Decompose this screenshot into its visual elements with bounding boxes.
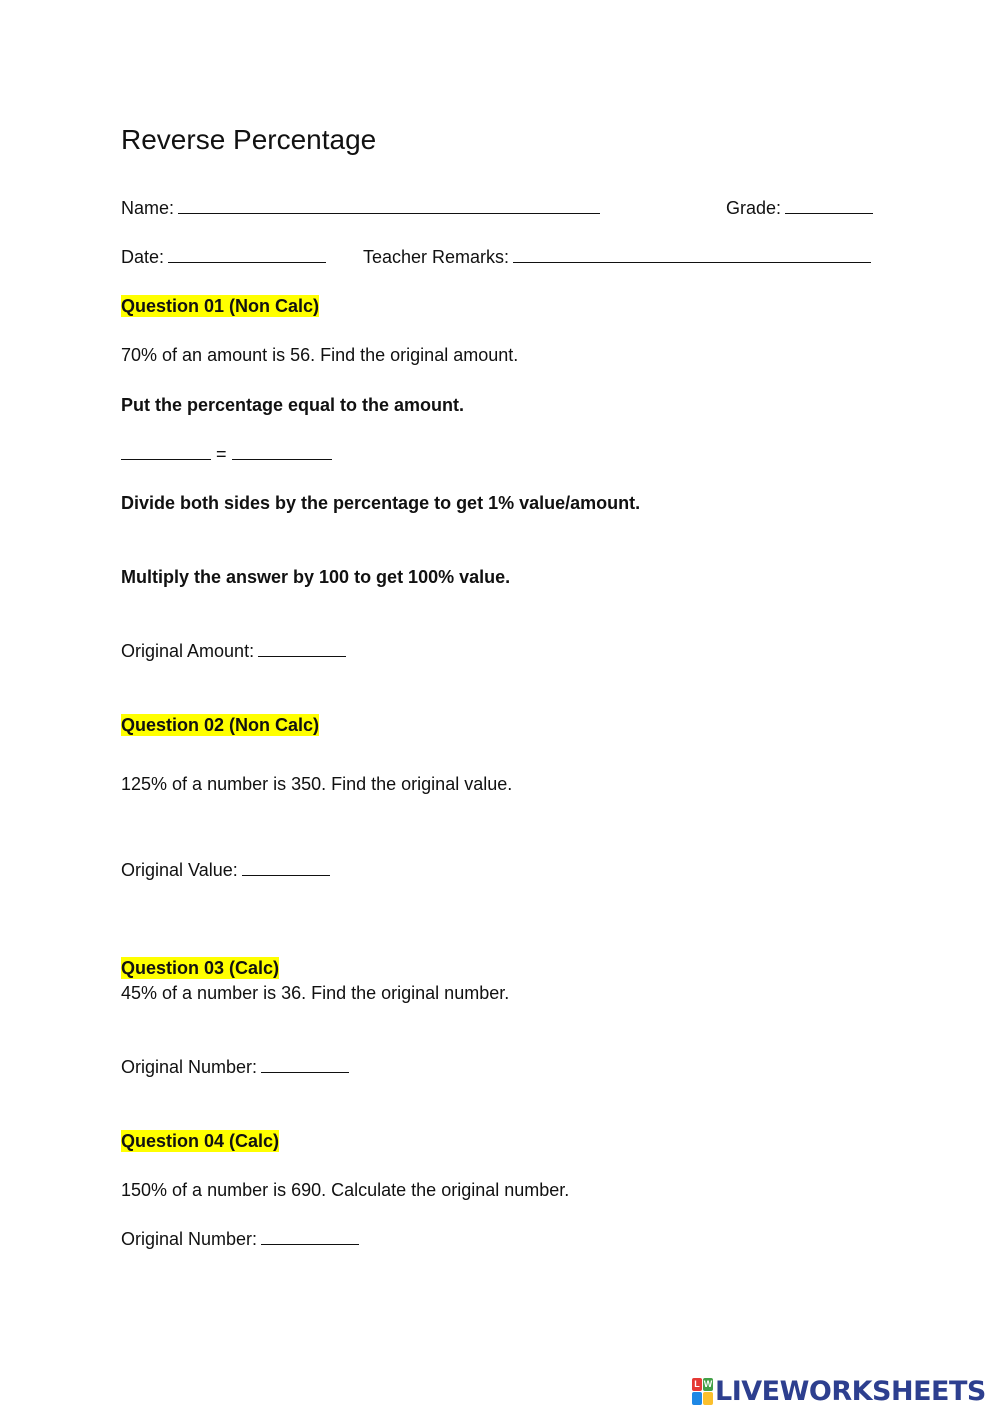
liveworksheets-logo [692, 1376, 986, 1406]
liveworksheets-logo-icon [692, 1378, 712, 1404]
logo-tile-green: W [703, 1379, 713, 1389]
name-label: Name: [121, 198, 175, 218]
name-field[interactable] [121, 197, 600, 219]
liveworksheets-logo-text: LIVEWORKSHEETS [715, 1375, 986, 1407]
date-label: Date: [121, 247, 165, 267]
q4-prompt: 150% of a number is 690. Calculate the original number. [121, 1180, 570, 1200]
q1-percentage-blank[interactable] [121, 443, 211, 460]
remarks-blank[interactable] [513, 246, 871, 263]
q1-answer-blank[interactable] [258, 640, 346, 657]
q4-answer-label: Original Number: [121, 1229, 258, 1249]
logo-tile-red: L [692, 1378, 702, 1391]
name-blank[interactable] [178, 197, 600, 214]
q4-answer-blank[interactable] [261, 1228, 359, 1245]
logo-tile-blue [692, 1392, 702, 1405]
q1-equation[interactable] [121, 443, 332, 465]
page-title: Reverse Percentage [121, 124, 377, 155]
q1-heading: Question 01 (Non Calc) [121, 296, 320, 316]
q2-answer-blank[interactable] [242, 859, 330, 876]
q1-step1: Put the percentage equal to the amount. [121, 395, 465, 415]
logo-tile-yellow [703, 1392, 713, 1405]
grade-blank[interactable] [785, 197, 873, 214]
q3-answer[interactable] [121, 1056, 349, 1078]
remarks-label: Teacher Remarks: [363, 247, 510, 267]
q4-heading: Question 04 (Calc) [121, 1131, 280, 1151]
q1-amount-blank[interactable] [232, 443, 332, 460]
remarks-field[interactable] [363, 246, 871, 268]
q2-prompt: 125% of a number is 350. Find the original value. [121, 774, 513, 794]
q1-answer[interactable] [121, 640, 346, 662]
q3-answer-label: Original Number: [121, 1057, 258, 1077]
q1-answer-label: Original Amount: [121, 641, 255, 661]
q1-prompt: 70% of an amount is 56. Find the original amount. [121, 345, 519, 365]
q1-step2: Divide both sides by the percentage to get 1% value/amount. [121, 493, 641, 513]
q1-step3: Multiply the answer by 100 to get 100% value. [121, 567, 511, 587]
q3-prompt: 45% of a number is 36. Find the original number. [121, 983, 510, 1003]
q2-answer-label: Original Value: [121, 860, 238, 880]
grade-label: Grade: [726, 198, 782, 218]
date-field[interactable] [121, 246, 326, 268]
grade-field[interactable] [726, 197, 873, 219]
equals-sign: = [216, 444, 227, 464]
q2-answer[interactable] [121, 859, 330, 881]
date-blank[interactable] [168, 246, 326, 263]
q3-answer-blank[interactable] [261, 1056, 349, 1073]
q3-heading: Question 03 (Calc) [121, 958, 280, 978]
q2-heading: Question 02 (Non Calc) [121, 715, 320, 735]
q4-answer[interactable] [121, 1228, 359, 1250]
